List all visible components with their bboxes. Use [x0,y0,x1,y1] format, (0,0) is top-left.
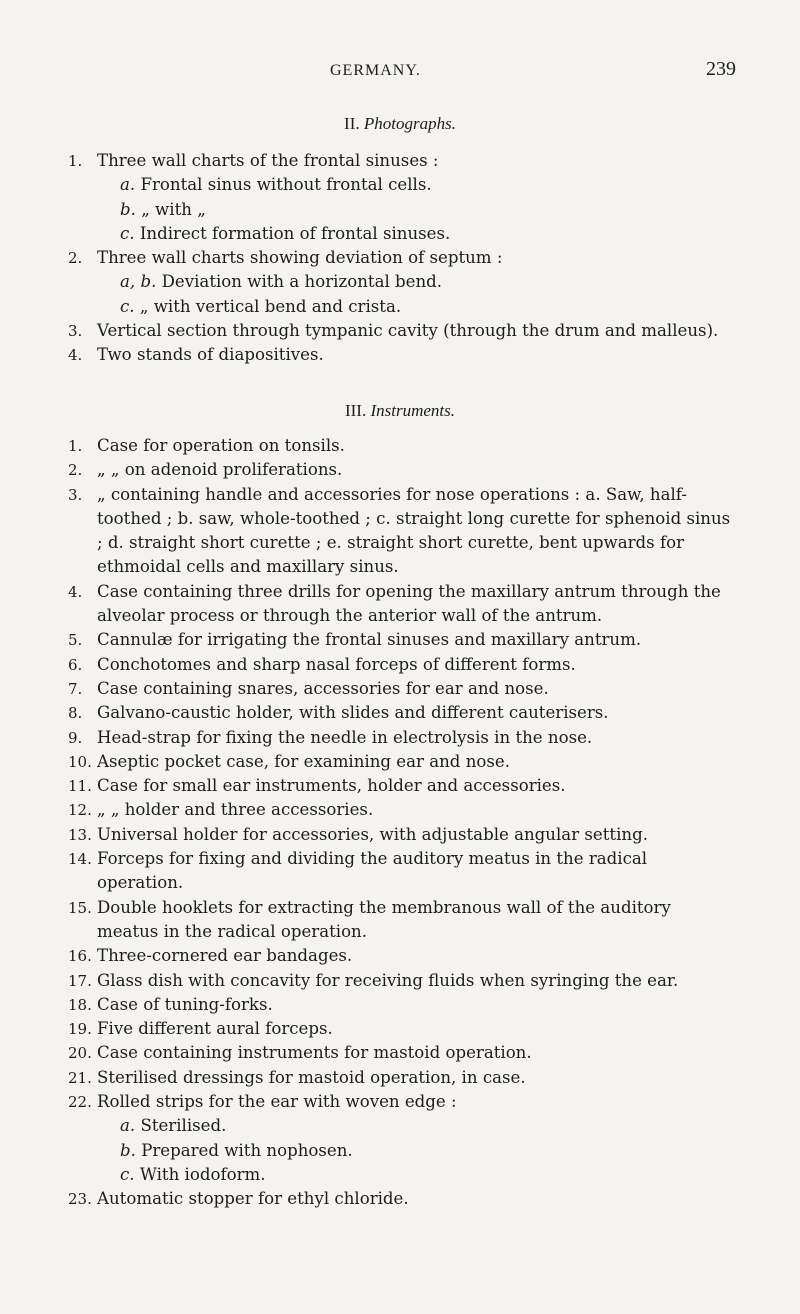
item-text: Case of tuning-forks. [97,994,273,1014]
item-number: 8. [68,704,83,723]
list-item [0,1066,800,1090]
list-item [0,750,800,774]
item-number: 2. [68,461,83,480]
list-item [0,458,800,482]
list-item [0,1017,800,1041]
section-title: Photographs. [363,114,456,133]
item-number: 14. [68,850,92,869]
list-item [0,434,800,458]
item-text: Sterilised dressings for mastoid operation, in case. [97,1067,526,1087]
item-text: Universal holder for accessories, with adjustable angular setting. [97,824,648,844]
item-text: Vertical section through tympanic cavity (through the drum and malleus). [97,321,719,341]
section-title: Instruments. [370,401,455,420]
item-number: 19. [68,1020,92,1039]
list-item [0,774,800,798]
item-number: 7. [68,679,83,698]
item-text: „ „ on adenoid proliferations. [97,460,343,480]
item-number: 4. [68,582,83,601]
item-number: 6. [68,655,83,674]
item-number: 17. [68,971,92,990]
item-text: „ containing handle and accessories for nose operations : a. Saw, half-toothed ; b. saw, whole-toothed ; c. straight long curette for sphenoid sinus ; d. straight short curette ; e. straight short curette, bent upwards for ethmoidal cells and maxillary sinus. [97,484,731,577]
section-heading-instruments [0,401,800,421]
item-text: Galvano-caustic holder, with slides and different cauterisers. [97,703,609,723]
list-item [0,969,800,993]
item-number: 1. [68,152,83,170]
instruments-list [0,434,800,1212]
item-text: Aseptic pocket case, for examining ear and nose. [97,751,510,771]
item-number: 2. [68,249,83,268]
item-text: Automatic stopper for ethyl chloride. [97,1189,409,1209]
item-text: Case containing three drills for opening the maxillary antrum through the alveolar process or through the anterior wall of the antrum. [97,581,721,626]
sub-item: c. With iodoform. [120,1164,266,1184]
list-item [0,653,800,677]
item-text: Two stands of diapositives. [97,345,324,365]
section-numeral: II. [344,114,360,133]
item-number: 21. [68,1068,92,1087]
item-text: Case for small ear instruments, holder and accessories. [97,776,566,796]
list-item [0,701,800,725]
item-text: Forceps for fixing and dividing the auditory meatus in the radical operation. [97,849,648,893]
item-number: 10. [68,752,92,771]
item-text: „ „ holder and three accessories. [97,800,374,820]
item-text: Case containing instruments for mastoid operation. [97,1043,532,1063]
item-number: 3. [68,485,83,504]
item-number: 1. [68,437,83,455]
item-number: 15. [68,898,92,917]
list-item [0,483,800,580]
item-text: Three wall charts of the frontal sinuses : [97,151,439,170]
running-head: GERMANY. [330,62,421,79]
item-text: Cannulæ for irrigating the frontal sinuses and maxillary antrum. [97,630,642,650]
sub-item: a. Sterilised. [120,1116,227,1136]
item-text: Three wall charts showing deviation of septum : [97,248,503,268]
list-item [0,677,800,701]
item-text: Case containing snares, accessories for ear and nose. [97,678,549,698]
item-number: 22. [68,1093,92,1112]
list-item [0,1041,800,1065]
item-text: Glass dish with concavity for receiving fluids when syringing the ear. [97,970,679,990]
sub-item: c. Indirect formation of frontal sinuses. [120,223,451,243]
item-number: 20. [68,1044,92,1063]
list-item [0,847,800,896]
item-text: Case for operation on tonsils. [97,436,345,455]
list-item [0,944,800,968]
item-text: Conchotomes and sharp nasal forceps of different forms. [97,654,576,674]
list-item [0,1187,800,1211]
list-item [0,993,800,1017]
section-heading-photographs [0,114,800,134]
list-item [0,823,800,847]
item-text: Double hooklets for extracting the membranous wall of the auditory meatus in the radical operation. [97,897,671,941]
item-text: Rolled strips for the ear with woven edge : [97,1092,457,1112]
item-number: 3. [68,322,83,341]
item-text: Three-cornered ear bandages. [97,946,353,966]
list-item [0,1090,800,1114]
item-number: 9. [68,728,83,747]
sub-item: b. Prepared with nophosen. [120,1140,353,1160]
list-item [0,246,800,270]
sub-item: b. „ with „ [120,199,206,219]
list-item [0,726,800,750]
item-number: 12. [68,801,92,820]
list-item [0,343,800,367]
item-text: Five different aural forceps. [97,1019,333,1039]
page-number: 239 [706,58,736,80]
section-numeral: III. [344,401,367,420]
sub-item: a, b. Deviation with a horizontal bend. [120,272,443,292]
item-number: 13. [68,825,92,844]
item-number: 16. [68,947,92,966]
sub-item: a. Frontal sinus without frontal cells. [120,175,432,195]
item-number: 11. [68,777,92,796]
item-number: 5. [68,631,83,650]
sub-item: c. „ with vertical bend and crista. [120,296,402,316]
item-number: 4. [68,346,83,365]
list-item [0,896,800,945]
list-item [0,319,800,343]
list-item [0,628,800,652]
photographs-list [0,149,800,368]
item-number: 23. [68,1190,92,1209]
list-item [0,798,800,822]
list-item [0,580,800,629]
item-number: 18. [68,995,92,1014]
item-text: Head-strap for fixing the needle in electrolysis in the nose. [97,727,593,747]
list-item [0,149,800,173]
